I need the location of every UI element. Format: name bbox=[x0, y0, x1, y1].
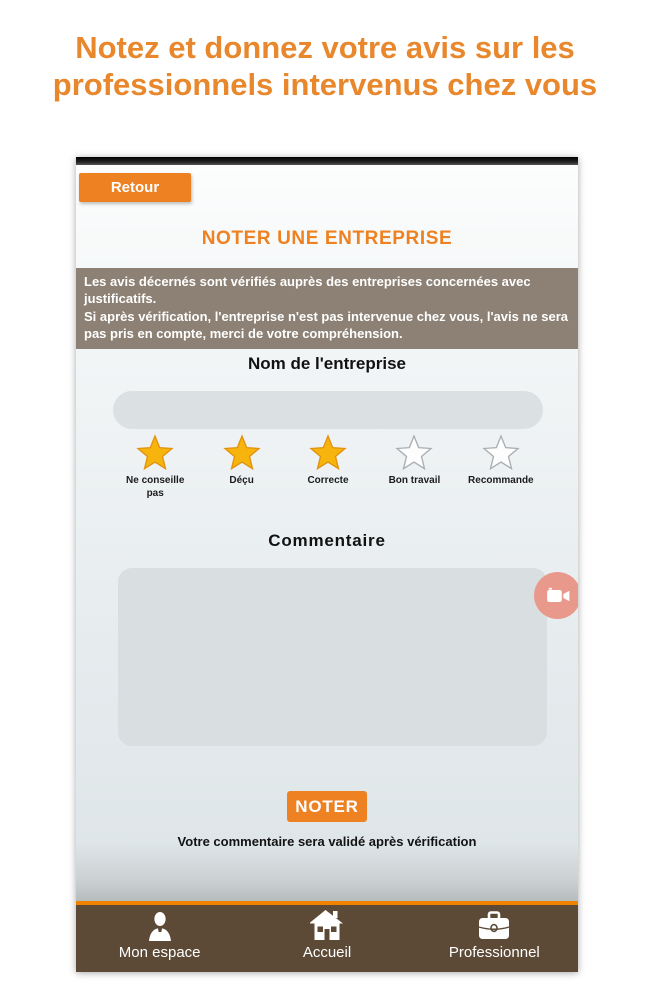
home-icon bbox=[310, 910, 344, 942]
app-screen bbox=[76, 165, 578, 901]
briefcase-icon bbox=[477, 910, 511, 942]
page-title: Notez et donnez votre avis sur les professionnels intervenus chez vous bbox=[52, 30, 598, 102]
bottom-navbar bbox=[76, 905, 578, 972]
star-icon bbox=[481, 433, 521, 473]
nav-item-accueil[interactable] bbox=[243, 905, 410, 972]
company-name-label: Nom de l'entreprise bbox=[247, 354, 407, 373]
person-icon bbox=[143, 910, 177, 942]
verification-notice bbox=[76, 268, 578, 349]
company-name-input[interactable] bbox=[113, 391, 543, 429]
phone-mockup bbox=[76, 157, 578, 972]
comment-textarea[interactable] bbox=[118, 568, 547, 746]
back-button[interactable]: Retour bbox=[79, 173, 191, 202]
phone-status-bar bbox=[76, 157, 578, 165]
nav-label: Professionnel bbox=[448, 944, 540, 961]
camera-button[interactable] bbox=[534, 572, 578, 619]
star-icon bbox=[222, 433, 262, 473]
nav-item-mon-espace[interactable] bbox=[76, 905, 243, 972]
validation-caption: Votre commentaire sera validé après vérification bbox=[177, 834, 477, 849]
star-label: Ne conseille pas bbox=[126, 475, 185, 499]
star-rating-1[interactable] bbox=[112, 433, 198, 500]
screen-heading: NOTER UNE ENTREPRISE bbox=[201, 228, 453, 249]
star-icon bbox=[394, 433, 434, 473]
comment-label: Commentaire bbox=[268, 531, 386, 550]
submit-rating-button[interactable]: NOTER bbox=[287, 791, 367, 822]
star-rating-4[interactable] bbox=[371, 433, 457, 500]
star-icon bbox=[135, 433, 175, 473]
star-rating-5[interactable] bbox=[458, 433, 544, 500]
notice-line-2: Si après vérification, l'entreprise n'est pas intervenue chez vous, l'avis ne sera pas pris en compte, merci de votre compréhension. bbox=[84, 308, 568, 341]
star-label: Correcte bbox=[307, 475, 349, 486]
star-label: Bon travail bbox=[388, 475, 441, 486]
video-camera-icon bbox=[545, 583, 571, 609]
star-rating bbox=[112, 433, 544, 500]
notice-line-1: Les avis décernés sont vérifiés auprès des entreprises concernées avec justificatifs. bbox=[84, 274, 531, 307]
nav-label: Mon espace bbox=[118, 944, 201, 961]
star-rating-3[interactable] bbox=[285, 433, 371, 500]
star-label: Déçu bbox=[229, 475, 254, 486]
nav-item-professionnel[interactable] bbox=[411, 905, 578, 972]
star-icon bbox=[308, 433, 348, 473]
star-label: Recommande bbox=[468, 475, 534, 486]
nav-label: Accueil bbox=[302, 944, 352, 961]
star-rating-2[interactable] bbox=[198, 433, 284, 500]
